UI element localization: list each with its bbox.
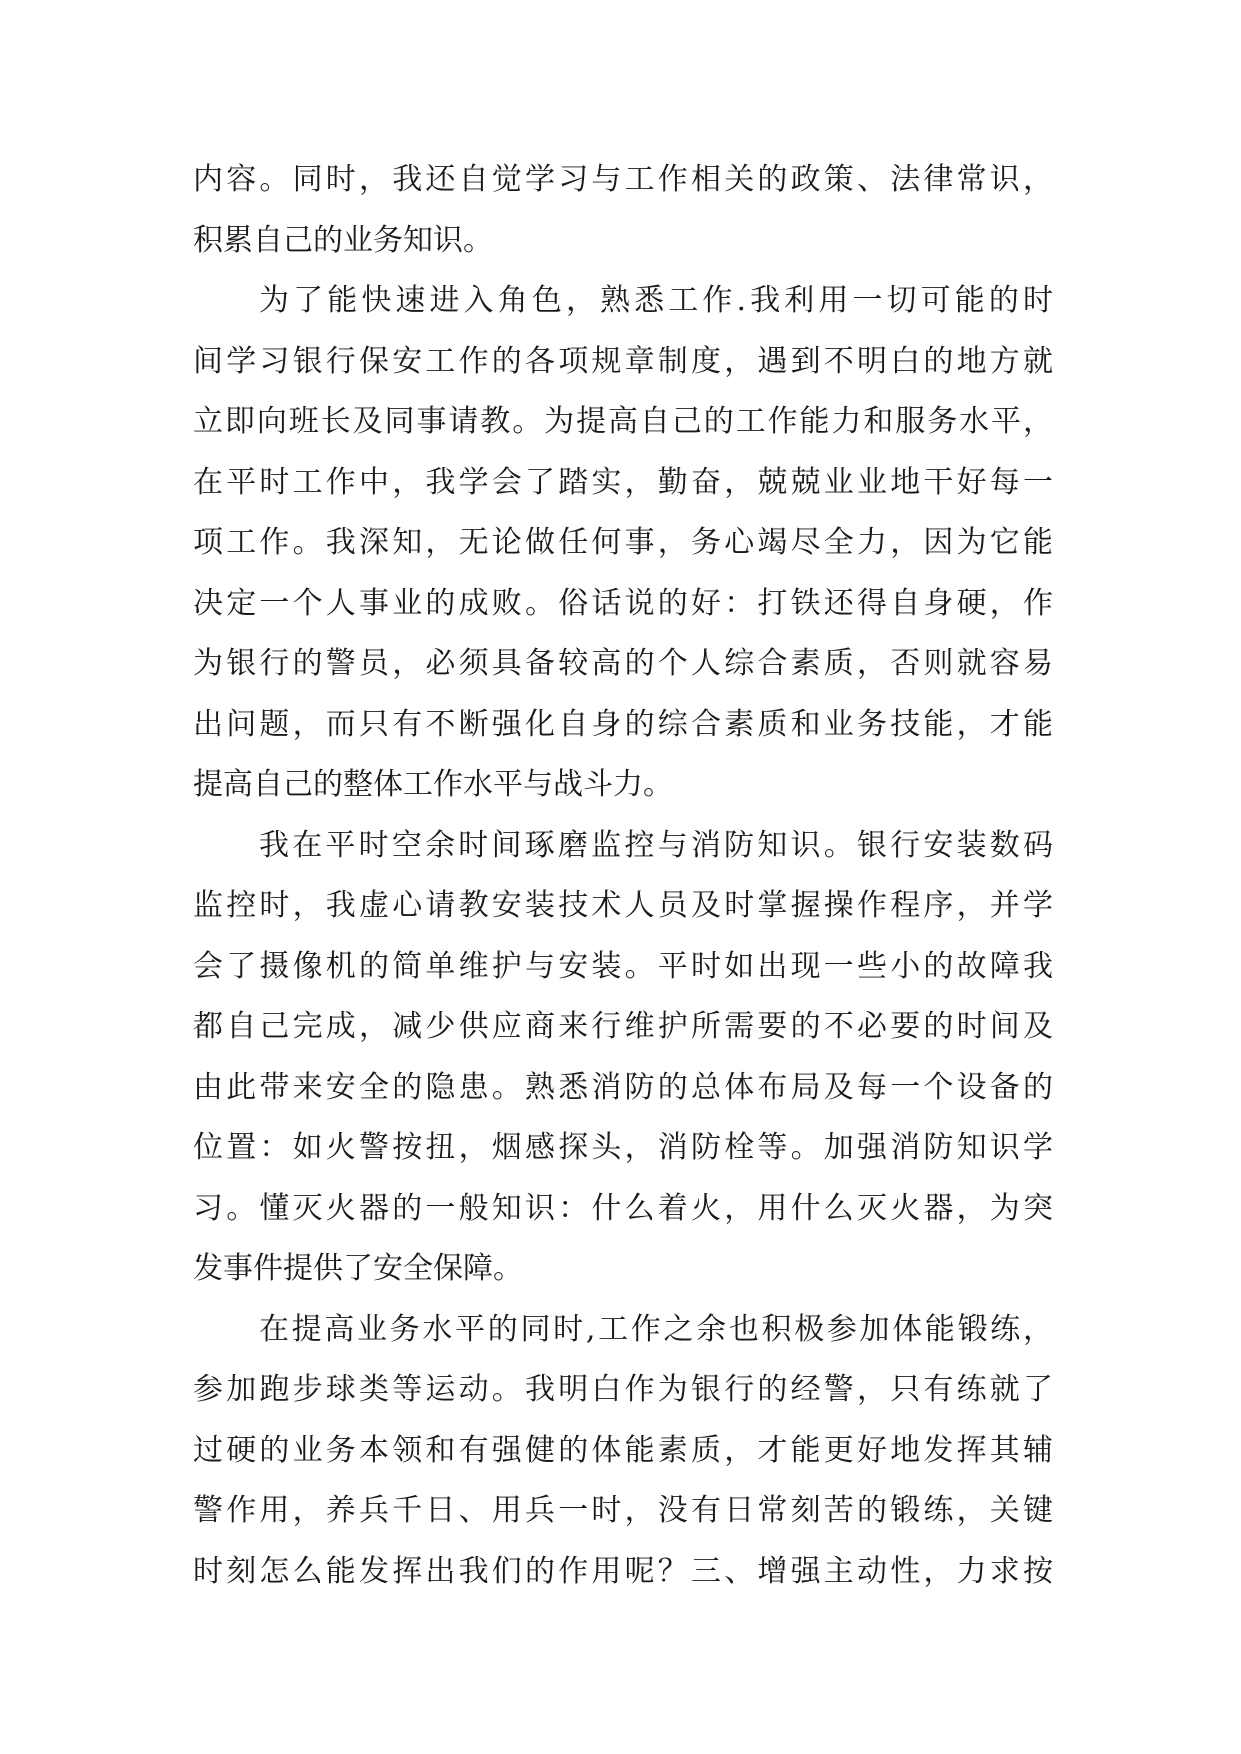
text-line: 发事件提供了安全保障。 <box>193 1251 523 1286</box>
document-body <box>193 150 1053 1602</box>
text-line: 为银行的警员，必须具备较高的个人综合素质，否则就容易 <box>193 646 1053 681</box>
text-line: 参加跑步球类等运动。我明白作为银行的经警，只有练就了 <box>193 1372 1053 1407</box>
text-line: 警作用，养兵千日、用兵一时，没有日常刻苦的锻练，关键 <box>193 1493 1053 1528</box>
text-line: 都自己完成，减少供应商来行维护所需要的不必要的时间及 <box>193 1009 1053 1044</box>
text-line: 间学习银行保安工作的各项规章制度，遇到不明白的地方就 <box>193 343 1053 379</box>
text-line: 提高自己的整体工作水平与战斗力。 <box>193 767 673 802</box>
text-line: 决定一个人事业的成败。俗话说的好：打铁还得自身硬，作 <box>193 585 1053 621</box>
text-line: 时刻怎么能发挥出我们的作用呢？三、增强主动性，力求按 <box>193 1553 1053 1589</box>
text-line: 习。懂灭火器的一般知识：什么着火，用什么灭火器，为突 <box>193 1190 1053 1226</box>
text-line: 会了摄像机的简单维护与安装。平时如出现一些小的故障我 <box>193 948 1053 984</box>
text-line: 监控时，我虚心请教安装技术人员及时掌握操作程序，并学 <box>193 888 1053 923</box>
text-line: 积累自己的业务知识。 <box>193 222 493 258</box>
text-line: 过硬的业务本领和有强健的体能素质，才能更好地发挥其辅 <box>193 1432 1053 1468</box>
text-line: 内容。同时，我还自觉学习与工作相关的政策、法律常识， <box>193 162 1053 197</box>
paragraph-first-line: 在提高业务水平的同时,工作之余也积极参加体能锻练， <box>259 1311 1053 1347</box>
text-line: 位置：如火警按扭，烟感探头，消防栓等。加强消防知识学 <box>193 1130 1053 1165</box>
text-line: 立即向班长及同事请教。为提高自己的工作能力和服务水平， <box>193 404 1053 439</box>
paragraph-first-line: 我在平时空余时间琢磨监控与消防知识。银行安装数码 <box>259 827 1053 863</box>
text-line: 出问题，而只有不断强化自身的综合素质和业务技能，才能 <box>193 706 1053 742</box>
text-line: 由此带来安全的隐患。熟悉消防的总体布局及每一个设备的 <box>193 1069 1053 1105</box>
text-line: 项工作。我深知，无论做任何事，务心竭尽全力，因为它能 <box>193 525 1053 560</box>
text-line: 在平时工作中，我学会了踏实，勤奋，兢兢业业地干好每一 <box>193 464 1053 500</box>
paragraph-first-line: 为了能快速进入角色，熟悉工作.我利用一切可能的时 <box>259 283 1053 318</box>
